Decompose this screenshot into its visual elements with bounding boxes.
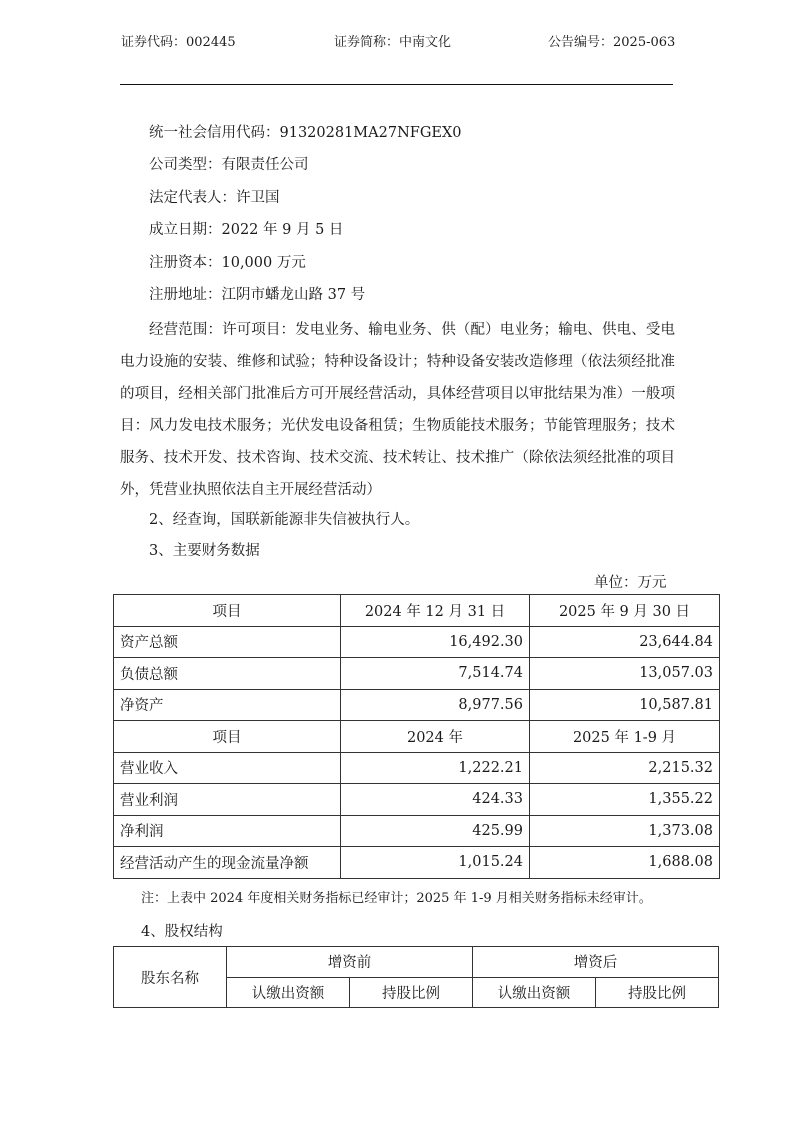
row-label: 负债总额	[114, 658, 341, 690]
row-label: 净资产	[114, 689, 341, 721]
header-announcement-no: 公告编号：2025-063	[548, 35, 676, 50]
header-cell: 2025 年 1-9 月	[530, 721, 720, 753]
row-label: 营业收入	[114, 752, 341, 784]
table-row	[114, 626, 720, 658]
credit-code-line: 统一社会信用代码：91320281MA27NFGEX0	[149, 125, 462, 141]
table-header-row	[114, 947, 719, 978]
subscribed-amount-header: 认缴出资额	[227, 977, 350, 1008]
header-cell: 2024 年	[341, 721, 530, 753]
value-cell: 1,015.24	[341, 847, 530, 879]
value-cell: 1,688.08	[530, 847, 720, 879]
equity-structure-table	[113, 946, 719, 1008]
value-cell: 1,373.08	[530, 815, 720, 847]
value-cell: 13,057.03	[530, 658, 720, 690]
holding-ratio-header: 持股比例	[596, 977, 719, 1008]
value-cell: 7,514.74	[341, 658, 530, 690]
unit-label: 单位：万元	[594, 575, 667, 591]
registered-address-line: 注册地址：江阴市蟠龙山路 37 号	[149, 287, 366, 303]
header-cell: 2024 年 12 月 31 日	[341, 595, 530, 627]
table-note: 注：上表中 2024 年度相关财务指标已经审计；2025 年 1-9 月相关财务指标未经审计。	[141, 891, 652, 906]
established-date-line: 成立日期：2022 年 9 月 5 日	[149, 222, 344, 238]
table-row	[114, 815, 720, 847]
value-cell: 16,492.30	[341, 626, 530, 658]
header-rule	[120, 84, 673, 85]
value-cell: 424.33	[341, 784, 530, 816]
business-scope-paragraph: 经营范围：许可项目：发电业务、输电业务、供（配）电业务；输电、供电、受电电力设施的安装、维修和试验；特种设备设计；特种设备安装改造修理（依法须经批准的项目，经相关部门批准后方可开展经营活动，具体经营项目以审批结果为准）一般项目：风力发电技术服务；光伏发电设备租赁；生物质能技术服务；节能管理服务；技术服务、技术开发、技术咨询、技术交流、技术转让、技术推广（除依法须经批准的项目外，凭营业执照依法自主开展经营活动）	[120, 322, 675, 498]
subscribed-amount-header: 认缴出资额	[473, 977, 596, 1008]
table-row	[114, 752, 720, 784]
value-cell: 2,215.32	[530, 752, 720, 784]
header-cell: 2025 年 9 月 30 日	[530, 595, 720, 627]
value-cell: 10,587.81	[530, 689, 720, 721]
holding-ratio-header: 持股比例	[350, 977, 473, 1008]
value-cell: 1,355.22	[530, 784, 720, 816]
table-row	[114, 658, 720, 690]
row-label: 营业利润	[114, 784, 341, 816]
before-capital-increase-header: 增资前	[227, 947, 473, 978]
section-4-heading: 4、股权结构	[141, 924, 223, 940]
table-row	[114, 689, 720, 721]
header-stock-code: 证券代码：002445	[121, 35, 236, 50]
section-3-heading: 3、主要财务数据	[149, 543, 260, 559]
value-cell: 1,222.21	[341, 752, 530, 784]
company-type-line: 公司类型：有限责任公司	[149, 157, 309, 173]
header-cell: 项目	[114, 721, 341, 753]
value-cell: 23,644.84	[530, 626, 720, 658]
value-cell: 8,977.56	[341, 689, 530, 721]
table-header-row	[114, 595, 720, 627]
registered-capital-line: 注册资本：10,000 万元	[149, 255, 306, 271]
table-header-row	[114, 721, 720, 753]
shareholder-name-header: 股东名称	[114, 947, 227, 1008]
row-label: 资产总额	[114, 626, 341, 658]
row-label: 净利润	[114, 815, 341, 847]
value-cell: 425.99	[341, 815, 530, 847]
after-capital-increase-header: 增资后	[473, 947, 719, 978]
row-label: 经营活动产生的现金流量净额	[114, 847, 341, 879]
header-stock-name: 证券简称：中南文化	[334, 35, 452, 50]
table-row	[114, 784, 720, 816]
financial-table	[113, 594, 720, 879]
table-row	[114, 847, 720, 879]
header-cell: 项目	[114, 595, 341, 627]
section-2-text: 2、经查询，国联新能源非失信被执行人。	[149, 512, 420, 528]
legal-rep-line: 法定代表人：许卫国	[149, 190, 280, 206]
